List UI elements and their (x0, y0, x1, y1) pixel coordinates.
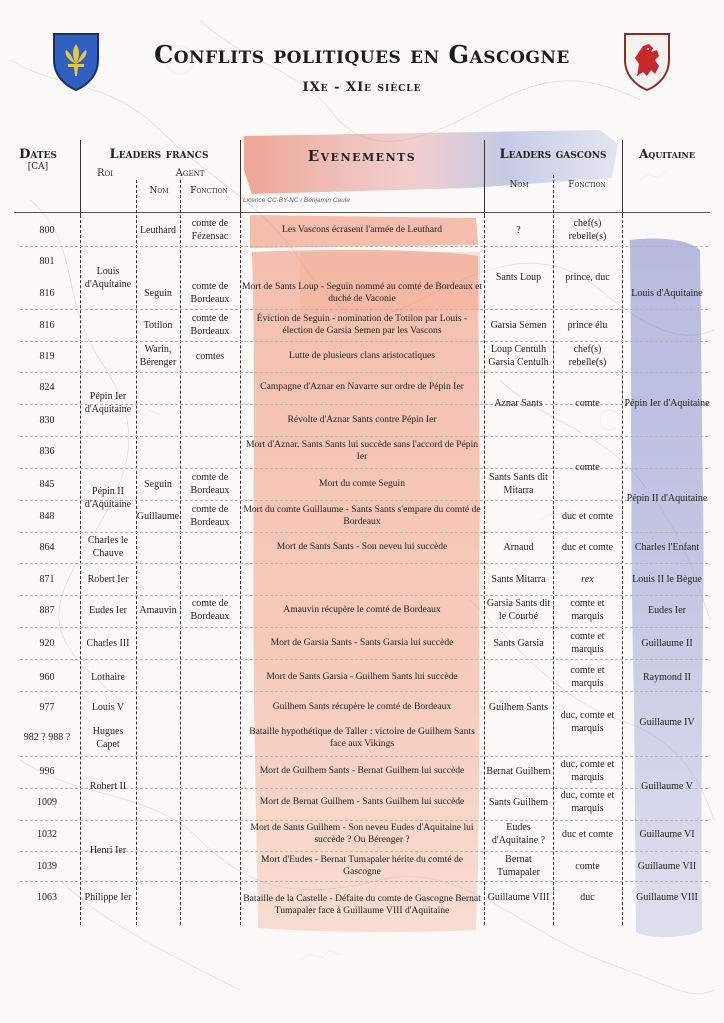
header-gascons-nom: Nom (509, 180, 529, 190)
date-cell: 801 (39, 255, 55, 267)
date-cell: 1032 (37, 828, 57, 840)
roi-cell: Charles III (86, 637, 130, 649)
row-separator (20, 563, 708, 564)
gascon-nom-cell: Bernat Guilhem (486, 765, 551, 777)
aquitaine-cell: Guillaume VII (637, 860, 697, 872)
aquitaine-cell: Pépin II d'Aquitaine (626, 492, 708, 504)
roi-cell: Eudes Ier (88, 604, 128, 616)
gascon-nom-cell: Sants Sants dit Mitarra (489, 472, 548, 496)
event-cell: Campagne d'Aznar en Navarre sur ordre de Pépin Ier (260, 380, 464, 392)
event-cell: Révolte d'Aznar Sants contre Pépin Ier (287, 413, 437, 425)
aquitaine-cell: Guillaume IV (639, 716, 695, 728)
header-dates-sub: [CA] (27, 162, 49, 172)
header-agent: Agent (175, 168, 205, 179)
agent-fonction-cell: comte de Fézensac (191, 218, 229, 242)
agent-nom-cell: Warin, Bérenger (139, 344, 177, 368)
header-leaders-gascons: Leaders gascons (499, 147, 607, 162)
gascon-nom-cell: Guilhem Sants (488, 701, 549, 713)
header-rule (14, 212, 710, 213)
gascon-fonction-cell: duc et comte (561, 541, 614, 553)
agent-nom-cell: Leuthard (139, 224, 177, 236)
gascon-fonction-cell: duc et comte (561, 828, 614, 840)
header-roi: Roi (96, 168, 114, 179)
event-cell: Mort de Bernat Guilhem - Sants Guilhem lui succède (259, 795, 465, 807)
row-separator (20, 627, 708, 628)
gascon-fonction-cell: comte et marquis (570, 665, 605, 689)
aquitaine-cell: Guillaume VIII (636, 891, 698, 903)
agent-nom-cell: Amauvin (139, 604, 177, 616)
event-cell: Mort de Sants Guilhem - Son neveu Eudes d'Aquitaine lui succède ? Ou Bérenger ? (250, 821, 474, 845)
gascon-fonction-cell: rex (581, 573, 594, 585)
col-sep (80, 215, 81, 925)
date-cell: 836 (39, 445, 55, 457)
event-cell: Guilhem Sants récupère le comté de Bordeaux (272, 700, 452, 712)
aquitaine-cell: Louis d'Aquitaine (631, 287, 703, 299)
gascon-fonction-cell: comte (575, 461, 600, 473)
gascon-fonction-cell: duc, comte et marquis (560, 710, 615, 734)
date-cell: 864 (39, 541, 55, 553)
agent-fonction-cell: comte de Bordeaux (190, 598, 230, 622)
aquitaine-cell: Charles l'Enfant (634, 541, 700, 553)
date-cell: 887 (39, 604, 55, 616)
row-separator (20, 691, 708, 692)
row-separator (20, 246, 708, 247)
col-sep (80, 140, 81, 215)
header-leaders-francs: Leaders francs (109, 147, 209, 162)
aquitaine-cell: Pépin Ier d'Aquitaine (624, 397, 710, 409)
event-cell: Éviction de Seguin - nomination de Totilon par Louis - élection de Garsia Semen par les Vascons (256, 312, 468, 336)
roi-cell: Robert Ier (87, 573, 129, 585)
roi-cell: Pépin II d'Aquitaine (84, 486, 132, 510)
col-sep (484, 140, 485, 215)
event-cell: Lutte de plusieurs clans aristocatiques (289, 349, 435, 361)
event-cell: Mort de Sants Garsia - Guilhem Sants lui succède (266, 670, 458, 682)
agent-nom-cell: Seguin (144, 478, 172, 490)
roi-cell: Louis d'Aquitaine (84, 266, 132, 290)
header-aquitaine: Aquitaine (639, 147, 695, 161)
license-note: Licence CC-BY-NC / Benjamin Caule (243, 197, 350, 204)
header-dates: Dates (19, 147, 57, 162)
roi-cell: Lothaire (91, 671, 125, 683)
agent-nom-cell: Totilon (143, 319, 173, 331)
gascon-fonction-cell: duc (580, 891, 595, 903)
col-sep (622, 140, 623, 215)
agent-fonction-cell: comte de Bordeaux (190, 281, 230, 305)
date-cell: 920 (39, 637, 55, 649)
agent-fonction-cell: comtes (195, 350, 225, 362)
header-evenements: Evenements (307, 147, 417, 165)
gascon-fonction-cell: duc, comte et marquis (560, 759, 615, 783)
gascon-fonction-cell: comte (575, 397, 600, 409)
date-cell: 982 ? 988 ? (23, 731, 71, 743)
roi-cell: Charles le Chauve (87, 535, 129, 559)
col-sep (622, 215, 623, 925)
date-cell: 824 (39, 381, 55, 393)
date-cell: 816 (39, 319, 55, 331)
header-agent-fonction: Fonction (190, 186, 228, 196)
date-cell: 819 (39, 350, 55, 362)
event-cell: Mort d'Eudes - Bernat Tumapaler hérite du comté de Gascogne (260, 853, 464, 877)
agent-nom-cell: Seguin (144, 287, 172, 299)
aquitaine-cell: Raymond II (642, 671, 692, 683)
header-agent-nom: Nom (149, 186, 169, 196)
date-cell: 816 (39, 287, 55, 299)
gascon-nom-cell: Garsia Semen (490, 319, 547, 331)
gascon-nom-cell: Bernat Tumapaler (497, 854, 540, 878)
date-cell: 960 (39, 671, 55, 683)
row-separator (20, 341, 708, 342)
page-subtitle: IXe - XIe siècle (302, 80, 422, 95)
date-cell: 996 (39, 765, 55, 777)
roi-cell: Pépin Ier d'Aquitaine (84, 391, 132, 415)
roi-cell: Louis V (91, 701, 125, 713)
date-cell: 977 (39, 701, 55, 713)
row-separator (20, 659, 708, 660)
gascon-fonction-cell: chef(s) rebelle(s) (568, 218, 607, 242)
aquitaine-cell: Guillaume VI (639, 828, 695, 840)
gascon-nom-cell: Garsia Sants dit le Courbé (486, 598, 551, 622)
aquitaine-cell: Louis II le Bègue (632, 573, 702, 585)
gascon-fonction-cell: comte et marquis (570, 631, 605, 655)
date-cell: 848 (39, 510, 55, 522)
aquitaine-cell: Guillaume V (641, 780, 693, 792)
gascon-nom-cell: Sants Garsia (493, 637, 544, 649)
gascon-fonction-cell: comte et marquis (570, 598, 605, 622)
gascon-fonction-cell: prince élu (567, 319, 608, 331)
aquitaine-cell: Eudes Ier (647, 604, 687, 616)
gascon-nom-cell: Arnaud (503, 541, 534, 553)
gascon-fonction-cell: duc, comte et marquis (560, 790, 615, 814)
aquitaine-cell: Guillaume II (641, 637, 693, 649)
gascon-fonction-cell: duc et comte (561, 510, 614, 522)
gascon-nom-cell: Loup Centulh Garsia Centulh (488, 344, 549, 368)
gascon-nom-cell: Sants Guilhem (488, 796, 549, 808)
gascon-nom-cell: Sants Loup (495, 271, 542, 283)
date-cell: 845 (39, 478, 55, 490)
gascon-nom-cell: Aznar Sants (494, 397, 543, 409)
gascon-fonction-cell: comte (575, 860, 600, 872)
event-cell: Mort de Garsia Sants - Sants Garsia lui succède (270, 636, 454, 648)
page-title: Conflits politiques en Gascogne (154, 40, 570, 69)
header-gascons-fonction: Fonction (568, 180, 606, 190)
gascon-nom-cell: Eudes d'Aquitaine ? (491, 822, 546, 846)
date-cell: 1063 (37, 891, 57, 903)
date-cell: 871 (39, 573, 55, 585)
col-sep (240, 140, 241, 215)
event-cell: Mort du comte Seguin (318, 477, 406, 489)
date-cell: 830 (39, 414, 55, 426)
agent-nom-cell: Guillaume (136, 510, 180, 522)
event-cell: Les Vascons écrasent l'armée de Leuthard (281, 223, 443, 235)
date-cell: 1039 (37, 860, 57, 872)
event-cell: Amauvin récupère le comté de Bordeaux (283, 603, 441, 615)
row-separator (20, 309, 708, 310)
row-separator (20, 881, 708, 882)
date-cell: 800 (39, 224, 55, 236)
gascon-nom-cell: Guillaume VIII (487, 891, 550, 903)
event-cell: Bataille hypothétique de Taller : victoire de Guilhem Sants face aux Vikings (249, 725, 475, 749)
roi-cell: Henri Ier (89, 844, 127, 856)
agent-fonction-cell: comte de Bordeaux (190, 313, 230, 337)
gascon-nom-cell: ? (516, 224, 521, 236)
event-cell: Mort du comte Guillaume - Sants Sants s'empare du comté de Bordeaux (243, 503, 481, 527)
roi-cell: Robert II (89, 780, 127, 792)
event-cell: Mort de Guilhem Sants - Bernat Guilhem lui succède (259, 764, 465, 776)
event-cell: Mort de Sants Loup - Seguin nommé au comté de Bordeaux et duché de Vaconie (241, 280, 483, 304)
event-cell: Mort d'Aznar. Sants Sants lui succède sans l'accord de Pépin Ier (245, 438, 479, 462)
gascon-fonction-cell: chef(s) rebelle(s) (568, 344, 607, 368)
roi-cell: Philippe Ier (84, 891, 132, 903)
gascon-nom-cell: Sants Mitarra (491, 573, 546, 585)
agent-fonction-cell: comte de Bordeaux (190, 504, 230, 528)
roi-cell: Hugues Capet (92, 726, 124, 750)
agent-fonction-cell: comte de Bordeaux (190, 472, 230, 496)
event-cell: Bataille de la Castelle - Défaite du comte de Gascogne Bernat Tumapaler face à Guillaume VIII d'Aquitaine (243, 892, 481, 916)
date-cell: 1009 (37, 796, 57, 808)
event-cell: Mort de Sants Sants - Son neveu lui succède (276, 540, 448, 552)
gascon-fonction-cell: prince, duc (565, 271, 610, 283)
